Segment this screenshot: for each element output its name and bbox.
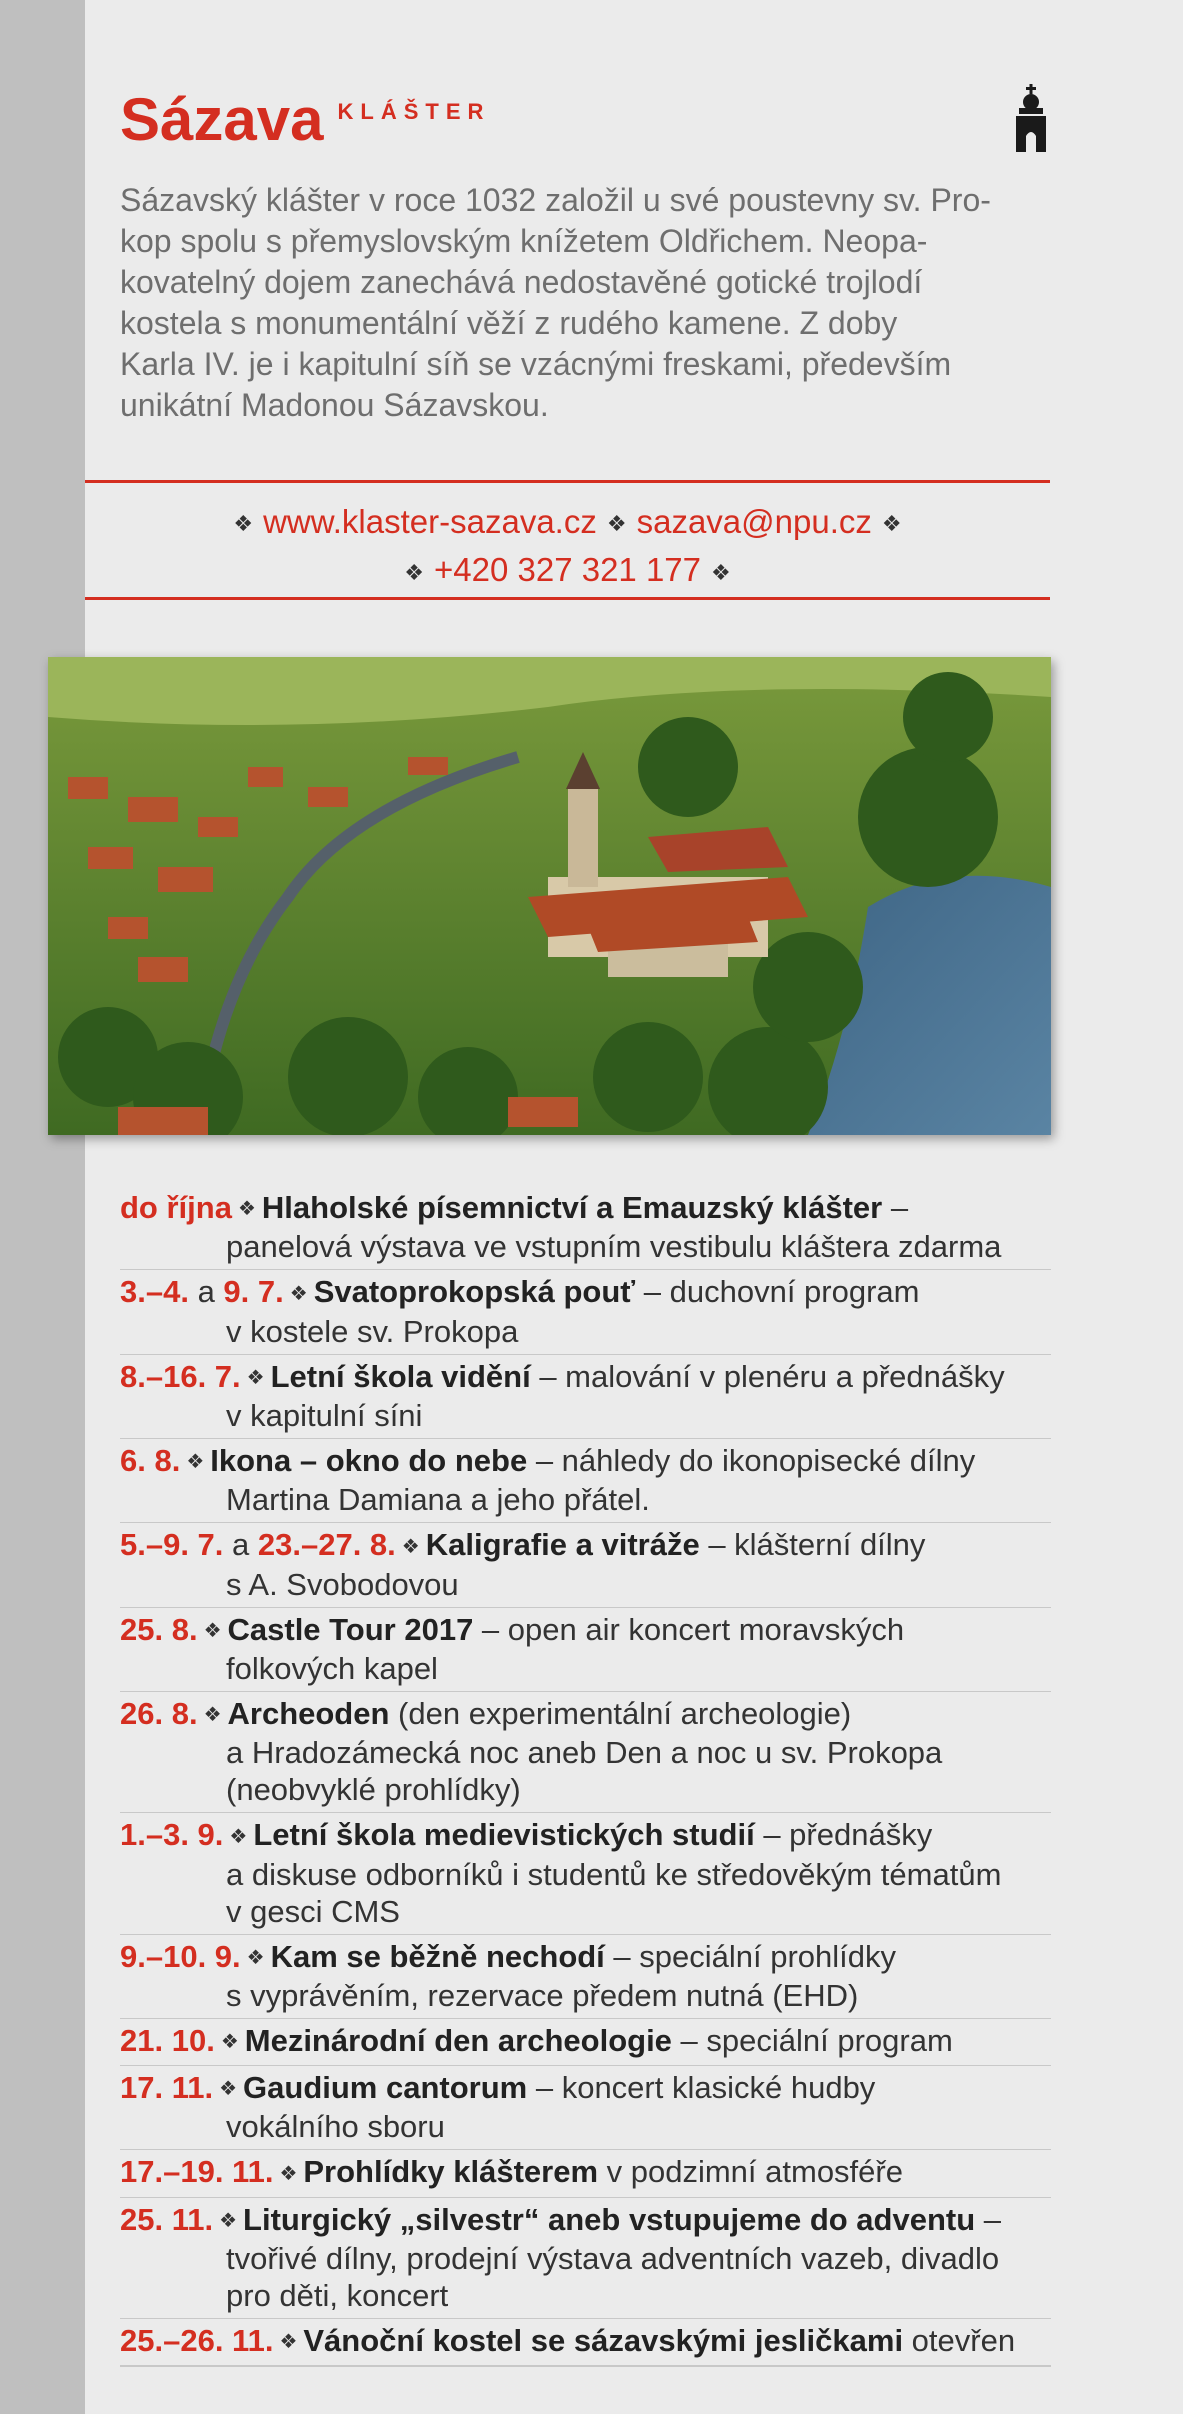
event-title: Mezinárodní den archeologie <box>244 2022 672 2058</box>
event-date: 21. 10. <box>120 2022 215 2058</box>
event-description-line: Martina Damiana a jeho přátel. <box>226 1482 650 1518</box>
event-description-line: s vyprávěním, rezervace předem nutná (EHD) <box>226 1977 859 2013</box>
event-description: – klášterní dílny <box>699 1527 926 1563</box>
event-date: 17.–19. 11. <box>120 2154 274 2190</box>
bullet-icon: ❖ <box>203 1619 222 1642</box>
header <box>120 85 1050 165</box>
bullet-icon: ❖ <box>229 1825 248 1848</box>
event-description: – duchovní program <box>635 1274 920 1310</box>
event-description: v podzimní atmosféře <box>598 2154 903 2190</box>
event-row <box>120 2198 1051 2319</box>
event-date: 25. 8. <box>120 1611 198 1647</box>
event-description: – <box>882 1190 909 1225</box>
event-row <box>120 1935 1051 2019</box>
event-description-line: v kostele sv. Prokopa <box>226 1313 519 1349</box>
contact-box <box>85 480 1050 600</box>
bullet-icon: ❖ <box>279 2331 298 2354</box>
event-date: 1.–3. 9. <box>120 1817 224 1853</box>
event-description-line: a Hradozámecká noc aneb Den a noc u sv. Prokopa <box>226 1735 943 1771</box>
event-row <box>120 1608 1051 1692</box>
event-date: 8.–16. 7. <box>120 1358 241 1394</box>
page-title: Sázava <box>120 86 324 153</box>
event-title: Kaligrafie a vitráže <box>425 1527 700 1563</box>
event-title: Kam se běžně nechodí <box>270 1938 605 1974</box>
event-description: – open air koncert moravských <box>473 1611 905 1647</box>
event-row <box>120 2019 1051 2066</box>
event-description: – náhledy do ikonopisecké dílny <box>527 1442 976 1478</box>
event-date: 17. 11. <box>120 2070 214 2106</box>
event-row <box>120 1523 1051 1607</box>
photo-illustration <box>48 657 1051 1135</box>
event-date: 5.–9. 7. <box>120 1527 224 1563</box>
bullet-icon: ❖ <box>219 2210 238 2233</box>
event-title: Archeoden <box>227 1695 390 1731</box>
bullet-icon: ❖ <box>279 2162 298 2185</box>
bullet-icon: ❖ <box>246 1366 265 1389</box>
contact-line-2 <box>85 547 1050 595</box>
event-description-line: (neobvyklé prohlídky) <box>226 1772 521 1808</box>
event-date: 25.–26. 11. <box>120 2323 274 2359</box>
event-date: 6. 8. <box>120 1442 181 1478</box>
event-description: otevřen <box>903 2323 1016 2359</box>
event-description-line: vokálního sboru <box>226 2109 445 2145</box>
event-description: – koncert klasické hudby <box>527 2070 876 2106</box>
event-date-conjunction: a <box>223 1527 258 1563</box>
event-date-conjunction: a <box>188 1274 224 1310</box>
event-row <box>120 2319 1051 2367</box>
event-description-line: tvořivé dílny, prodejní výstava adventních vazeb, divadlo <box>226 2241 1000 2277</box>
bullet-icon: ❖ <box>203 1704 222 1727</box>
bullet-icon: ❖ <box>404 559 424 585</box>
left-margin-strip <box>0 0 85 2414</box>
event-description-line: folkových kapel <box>226 1650 438 1686</box>
page-subtitle: KLÁŠTER <box>337 99 491 124</box>
event-title: Svatoprokopská pouť <box>313 1274 636 1310</box>
event-title: Hlaholské písemnictví a Emauzský klášter <box>261 1190 883 1225</box>
bullet-icon: ❖ <box>237 1198 256 1221</box>
event-date: 25. 11. <box>120 2201 214 2237</box>
bullet-icon: ❖ <box>233 511 254 537</box>
website-link[interactable]: www.klaster-sazava.cz <box>263 503 597 540</box>
event-row <box>120 2150 1051 2197</box>
event-description-line: pro děti, koncert <box>226 2278 449 2314</box>
event-date: 3.–4. <box>120 1274 189 1310</box>
event-row <box>120 1270 1051 1354</box>
event-title: Castle Tour 2017 <box>227 1611 474 1647</box>
intro-text: Sázavský klášter v roce 1032 založil u své poustevny sv. Pro- kop spolu s přemyslovským knížetem Oldřichem. Neopa- kovatelný dojem zanechává nedostavěné gotické trojlodí kostela s monumentální věží z rudého kamene. Z doby Karla IV. je i kapitulní síň se vzácnými freskami, především unikátní Madonou Sázavskou. <box>120 182 991 423</box>
bullet-icon: ❖ <box>246 1946 265 1969</box>
event-title: Prohlídky klášterem <box>303 2154 599 2190</box>
event-description-line: v kapitulní síni <box>226 1397 423 1433</box>
event-date-second: 9. 7. <box>223 1274 284 1310</box>
event-title: Letní škola vidění <box>270 1358 531 1394</box>
contact-line-1 <box>85 499 1050 547</box>
email-link[interactable]: sazava@npu.cz <box>636 503 872 540</box>
events-list <box>120 1186 1051 2367</box>
bullet-icon: ❖ <box>219 2078 238 2101</box>
event-title: Ikona – okno do nebe <box>210 1442 528 1478</box>
event-row <box>120 1692 1051 1813</box>
bullet-icon: ❖ <box>289 1282 308 1305</box>
event-description-line: v gesci CMS <box>226 1893 400 1929</box>
bullet-icon: ❖ <box>881 511 902 537</box>
bullet-icon: ❖ <box>711 559 731 585</box>
monastery-aerial-photo <box>48 657 1051 1135</box>
event-description: – speciální prohlídky <box>604 1938 897 1974</box>
event-title: Vánoční kostel se sázavskými jesličkami <box>303 2323 904 2359</box>
event-description: – <box>975 2201 1002 2237</box>
bullet-icon: ❖ <box>220 2031 239 2054</box>
phone-link[interactable]: +420 327 321 177 <box>433 551 701 589</box>
event-description-line: a diskuse odborníků i studentů ke středověkým tématům <box>226 1856 1002 1892</box>
event-description: – speciální program <box>671 2022 953 2058</box>
event-title: Liturgický „silvestr“ aneb vstupujeme do adventu <box>243 2201 976 2237</box>
event-description-line: panelová výstava ve vstupním vestibulu kláštera zdarma <box>226 1229 1002 1265</box>
event-description: – malování v plenéru a přednášky <box>530 1358 1005 1394</box>
event-date: 26. 8. <box>120 1695 198 1731</box>
event-description-line: s A. Svobodovou <box>226 1566 459 1602</box>
event-description: – přednášky <box>754 1817 933 1853</box>
church-tower-icon <box>1014 84 1048 152</box>
bullet-icon: ❖ <box>606 511 627 537</box>
event-row <box>120 1186 1051 1270</box>
event-row <box>120 1813 1051 1934</box>
bullet-icon: ❖ <box>186 1451 205 1474</box>
event-date-second: 23.–27. 8. <box>257 1527 396 1563</box>
event-description: (den experimentální archeologie) <box>389 1695 852 1731</box>
event-row <box>120 1355 1051 1439</box>
event-title: Letní škola medievistických studií <box>253 1817 755 1853</box>
event-date: 9.–10. 9. <box>120 1938 241 1974</box>
event-row <box>120 2066 1051 2150</box>
bullet-icon: ❖ <box>401 1535 420 1558</box>
event-title: Gaudium cantorum <box>243 2070 528 2106</box>
event-row <box>120 1439 1051 1523</box>
event-date: do října <box>120 1190 232 1225</box>
